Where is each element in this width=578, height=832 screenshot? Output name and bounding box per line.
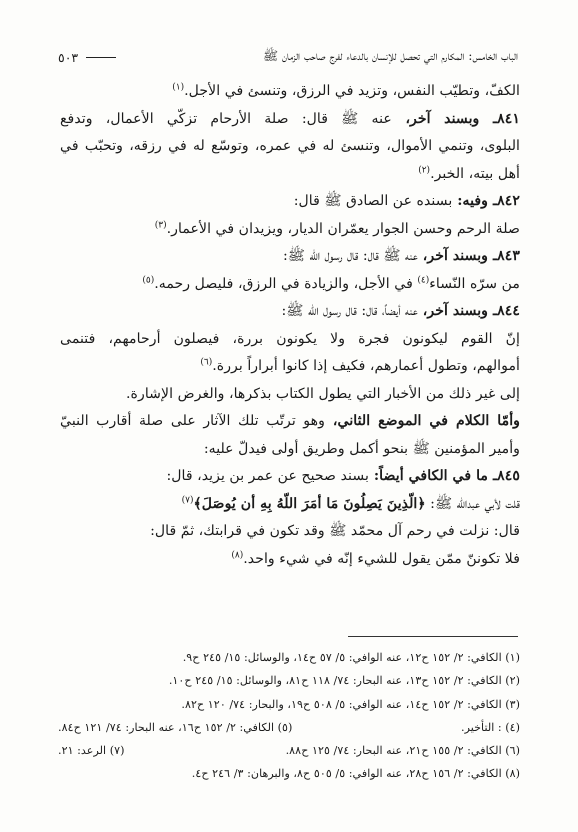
text-segment: عنه أيضاً، قال: قال رسول الله ﷺ: (281, 303, 418, 319)
text-segment: من سرّه النّساء (429, 275, 520, 292)
bold-text: ﴿الّذِينَ يَصِلُونَ مَا أمَرَ اللّهُ بِهِ أن يُوصَلَ﴾ (193, 495, 426, 512)
bold-text: ٨٤٤ـ وبسند آخر، (417, 303, 520, 319)
text-segment: قلت لأبي عبدالله ﷺ: (425, 495, 520, 512)
page-number-group (58, 50, 116, 65)
text-segment: إلى غير ذلك من الأخبار التي يطول الكتاب بذكرها، والغرض الإشارة. (126, 385, 520, 402)
text-line (60, 546, 520, 574)
text-line (60, 463, 520, 491)
footnote: (٧) الرعد: ٢١. (58, 744, 125, 758)
running-header (58, 48, 518, 67)
bold-text: وأمّا الكلام في الموضع الثاني، (324, 413, 520, 429)
text-line (60, 133, 520, 161)
text-line (60, 216, 520, 244)
footnote: (٢) الكافي: ٢/ ١٥٢ ح١٣، عنه البحار: ٧٤/ ١١٨ ح٨١، والوسائل: ١٥/ ٢٤٥ ح١٠. (168, 674, 520, 688)
footnote: (٤) : التأخير. (461, 720, 520, 734)
bold-text: ٨٤٣ـ وبسند آخر، (417, 248, 520, 264)
bold-text: ٨٤٥ـ ما في الكافي أيضاً: (368, 468, 520, 484)
chapter-title: الباب الخامس: المكارم التي تحصل للإنسان بالدعاء لفرج صاحب الزمان ﷺ (262, 48, 518, 63)
footnote-ref: (٦) (200, 357, 213, 368)
text-line (60, 188, 520, 216)
footnote: (١) الكافي: ٢/ ١٥٢ ح١٢، عنه الوافي: ٥/ ٥٧ ح١٤، والوسائل: ١٥/ ٢٤٥ ح٩. (182, 651, 520, 664)
text-segment: قال: نزلت في رحم آل محمّد ﷺ وقد تكون في قرابتك، ثمّ قال: (150, 523, 520, 539)
footnote-ref: (٨) (231, 549, 244, 560)
footnote: (٨) الكافي: ٢/ ١٥٦ ح٢٨، عنه الوافي: ٥/ ٥٠٥ ح٨، والبرهان: ٣/ ٢٤٦ ح٤. (191, 767, 520, 781)
text-line (60, 353, 520, 381)
text-segment: فلا تكوننّ ممّن يقول للشيء إنّه في شيء واحد. (243, 550, 520, 567)
footnote-ref: (١) (172, 82, 185, 93)
main-text (60, 78, 520, 573)
text-line (60, 78, 520, 106)
text-line (60, 106, 520, 134)
header-dash (86, 57, 116, 58)
text-line (60, 243, 520, 271)
text-line (60, 298, 520, 326)
footnote-ref: (٧) (181, 494, 194, 505)
text-segment: أهل بيته، الخبر. (430, 165, 520, 182)
footnotes (58, 646, 520, 786)
text-line (60, 408, 520, 436)
text-line (60, 326, 520, 354)
text-segment: وأمير المؤمنين ﷺ بنحو أكمل وطريق أولى فيدلّ عليه: (203, 440, 520, 457)
text-segment: في الأجل، والزيادة في الرزق، فليصل رحمه. (154, 275, 418, 292)
bold-text: ٨٤١ـ وبسند آخر، (391, 110, 520, 127)
footnote: (٣) الكافي: ٢/ ١٥٢ ح١٤، عنه الوافي: ٥/ ٥٠٨ ح١٩، والبحار: ٧٤/ ١٢٠ ح٨٢. (181, 697, 520, 711)
footnote: (٥) الكافي: ٢/ ١٥٢ ح١٦، عنه البحار: ٧٤/ ١٢١ ح٨٤. (58, 720, 293, 734)
text-segment: بسنده عن الصادق ﷺ قال: (293, 193, 453, 209)
footnote-ref: (٤) (417, 274, 430, 285)
footnote-ref: (٣) (154, 219, 167, 230)
footnote-row (58, 739, 520, 762)
text-segment: عنه ﷺ قال: قال رسول الله ﷺ: (283, 248, 418, 264)
text-line (60, 518, 520, 546)
text-segment: إنّ القوم ليكونون فجرة ولا يكونون بررة، فيصلون أرحامهم، فتنمى (60, 330, 520, 347)
text-line (60, 436, 520, 464)
text-line (60, 381, 520, 409)
footnote-row (58, 716, 520, 739)
text-line (60, 491, 520, 519)
text-segment: الكفّ، وتطيّب النفس، وتزيد في الرزق، وتنسئ في الأجل. (184, 83, 520, 99)
text-line (60, 161, 520, 189)
page-number: ٥٠٣ (58, 50, 79, 65)
text-segment: أموالهم، وتطول أعمارهم، فكيف إذا كانوا أبراراً بررة. (212, 358, 520, 374)
text-segment: عنه ﷺ قال: صلة الأرحام تزكّي الأعمال، وتدفع (60, 110, 392, 127)
text-segment: بسند صحيح عن عمر بن يزيد، قال: (166, 468, 369, 484)
footnote: (٦) الكافي: ٢/ ١٥٥ ح٢١، عنه البحار: ٧٤/ ١٢٥ ح٨٨. (285, 744, 520, 758)
text-segment: وهو ترتّب تلك الآثار على صلة أقارب النبيّ (60, 413, 325, 429)
bold-text: ٨٤٢ـ وفيه: (452, 193, 520, 209)
footnote-ref: (٢) (418, 164, 431, 175)
text-line (60, 271, 520, 299)
text-segment: صلة الرحم وحسن الجوار يعمّران الديار، ويزيدان في الأعمار. (166, 220, 520, 237)
footnote-ref: (٥) (142, 274, 155, 285)
footnote-separator (348, 636, 518, 637)
text-segment: البلوى، وتنمي الأموال، وتنسئ له في عمره، وتوسّع له في رزقه، وتحبّب في (60, 138, 520, 154)
